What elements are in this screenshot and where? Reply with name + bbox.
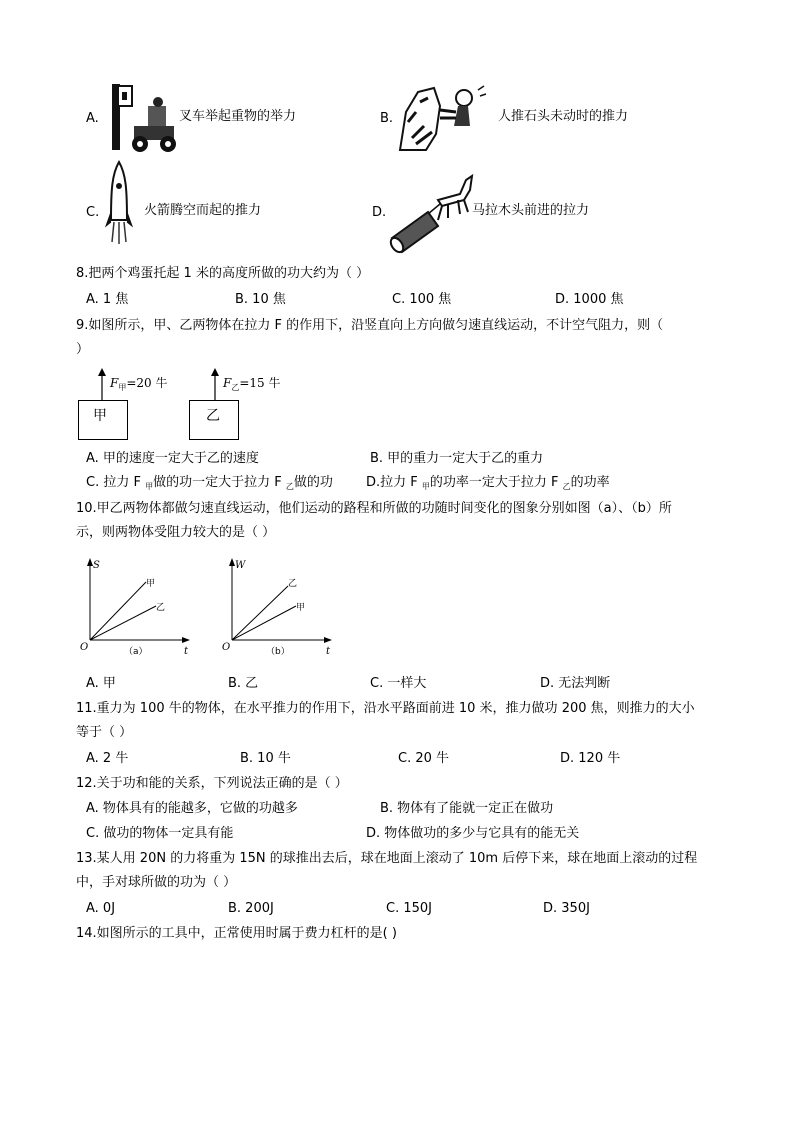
q13-option-c: C. 150J: [386, 901, 432, 916]
force-arrow-yi: [209, 368, 221, 400]
q7-option-b-letter: B.: [380, 111, 394, 126]
graph-b-x-arrow: [324, 637, 332, 643]
q11-option-a: A. 2 牛: [86, 751, 129, 766]
q10-option-c: C. 一样大: [370, 676, 427, 691]
q10-option-b: B. 乙: [228, 676, 259, 691]
graph-a-origin: O: [80, 642, 89, 653]
graph-a-ylabel: S: [93, 560, 100, 571]
q12-option-d: D. 物体做功的多少与它具有的能无关: [366, 826, 580, 841]
graph-a-line-lower-label: 乙: [156, 603, 166, 613]
graph-b-line-upper: [232, 586, 288, 640]
q13-option-a: A. 0J: [86, 901, 116, 916]
q9-stem-line1: 9.如图所示，甲、乙两物体在拉力 F 的作用下，沿竖直向上方向做匀速直线运动，不计空气阻力，则（: [76, 318, 664, 333]
box-yi-label: 乙: [206, 408, 220, 424]
graph-b-caption: （b）: [266, 647, 290, 657]
q13-option-d: D. 350J: [543, 901, 590, 916]
horse-pulling-log-illustration: [388, 166, 476, 256]
q14-stem: 14.如图所示的工具中，正常使用时属于费力杠杆的是( ): [76, 926, 397, 941]
q8-option-c: C. 100 焦: [392, 292, 452, 307]
q11-option-d: D. 120 牛: [560, 751, 621, 766]
graph-a-line-lower: [90, 606, 156, 640]
q8-option-b: B. 10 焦: [235, 292, 286, 307]
graph-a-xlabel: t: [184, 646, 189, 657]
q11-stem-line2: 等于（ ）: [76, 725, 133, 740]
q9-stem-line2: ）: [76, 342, 90, 357]
box-jia: [78, 400, 128, 440]
q9-option-c: C. 拉力 F $_甲$做的功一定大于拉力 F $_乙$做的功: [86, 475, 333, 491]
q13-option-b: B. 200J: [228, 901, 274, 916]
q12-option-c: C. 做功的物体一定具有能: [86, 826, 234, 841]
q9-option-a: A. 甲的速度一定大于乙的速度: [86, 451, 259, 466]
box-jia-label: 甲: [93, 408, 107, 424]
q10-stem-line1: 10.甲乙两物体都做匀速直线运动，他们运动的路程和所做的功随时间变化的图象分别如图（a）、（b）所: [76, 501, 672, 516]
forklift-illustration: [104, 80, 182, 156]
q12-option-b: B. 物体有了能就一定正在做功: [380, 801, 554, 816]
q13-stem-line1: 13.某人用 20N 的力将重为 15N 的球推出去后，球在地面上滚动了 10m 后停下来，球在地面上滚动的过程: [76, 851, 698, 866]
graph-b-xlabel: t: [326, 646, 331, 657]
box-yi: [189, 400, 239, 440]
q7-option-a-text: 叉车举起重物的举力: [179, 109, 297, 124]
q9-option-d: D.拉力 F $_甲$的功率一定大于拉力 F $_乙$的功率: [366, 475, 610, 491]
q12-stem: 12.关于功和能的关系，下列说法正确的是（ ）: [76, 776, 348, 791]
q12-option-a: A. 物体具有的能越多，它做的功越多: [86, 801, 298, 816]
graph-b-line-lower-label: 甲: [296, 603, 306, 613]
graph-b-line-upper-label: 乙: [288, 579, 298, 589]
q8-option-d: D. 1000 焦: [555, 292, 624, 307]
q7-option-a-letter: A.: [86, 111, 99, 126]
q9-option-b: B. 甲的重力一定大于乙的重力: [370, 451, 544, 466]
graph-b-origin: O: [222, 642, 231, 653]
q11-option-b: B. 10 牛: [240, 751, 291, 766]
graph-a-caption: （a）: [124, 647, 148, 657]
force-arrow-jia: [96, 368, 108, 400]
q11-stem-line1: 11.重力为 100 牛的物体，在水平推力的作用下，沿水平路面前进 10 米，推力做功 200 焦，则推力的大小: [76, 701, 695, 716]
q8-option-a: A. 1 焦: [86, 292, 129, 307]
force-label-jia: $F_甲=20$ 牛: [110, 376, 168, 392]
person-pushing-rock-illustration: [396, 82, 492, 152]
q10-stem-line2: 示，则两物体受阻力较大的是（ ）: [76, 525, 276, 540]
graph-a: [78, 556, 196, 660]
q13-stem-line2: 中，手对球所做的功为（ ）: [76, 875, 237, 890]
q8-stem: 8.把两个鸡蛋托起 1 米的高度所做的功大约为（ ）: [76, 266, 370, 281]
force-label-yi: $F_乙=15$ 牛: [223, 376, 281, 392]
q11-option-c: C. 20 牛: [398, 751, 450, 766]
graph-b: [220, 556, 338, 660]
q10-option-d: D. 无法判断: [540, 676, 611, 691]
graph-b-ylabel: W: [235, 560, 246, 571]
graph-a-line-upper-label: 甲: [146, 579, 156, 589]
q7-option-d-letter: D.: [372, 205, 387, 220]
graph-a-line-upper: [90, 582, 146, 640]
q9-figure: [76, 368, 306, 442]
q7-option-c-letter: C.: [86, 205, 100, 220]
graph-b-line-lower: [232, 606, 296, 640]
rocket-illustration: [104, 160, 134, 246]
graph-a-x-arrow: [182, 637, 190, 643]
q7-option-c-text: 火箭腾空而起的推力: [144, 203, 262, 218]
q7-option-d-text: 马拉木头前进的拉力: [472, 203, 590, 218]
q7-option-b-text: 人推石头未动时的推力: [498, 109, 629, 124]
q10-option-a: A. 甲: [86, 676, 116, 691]
